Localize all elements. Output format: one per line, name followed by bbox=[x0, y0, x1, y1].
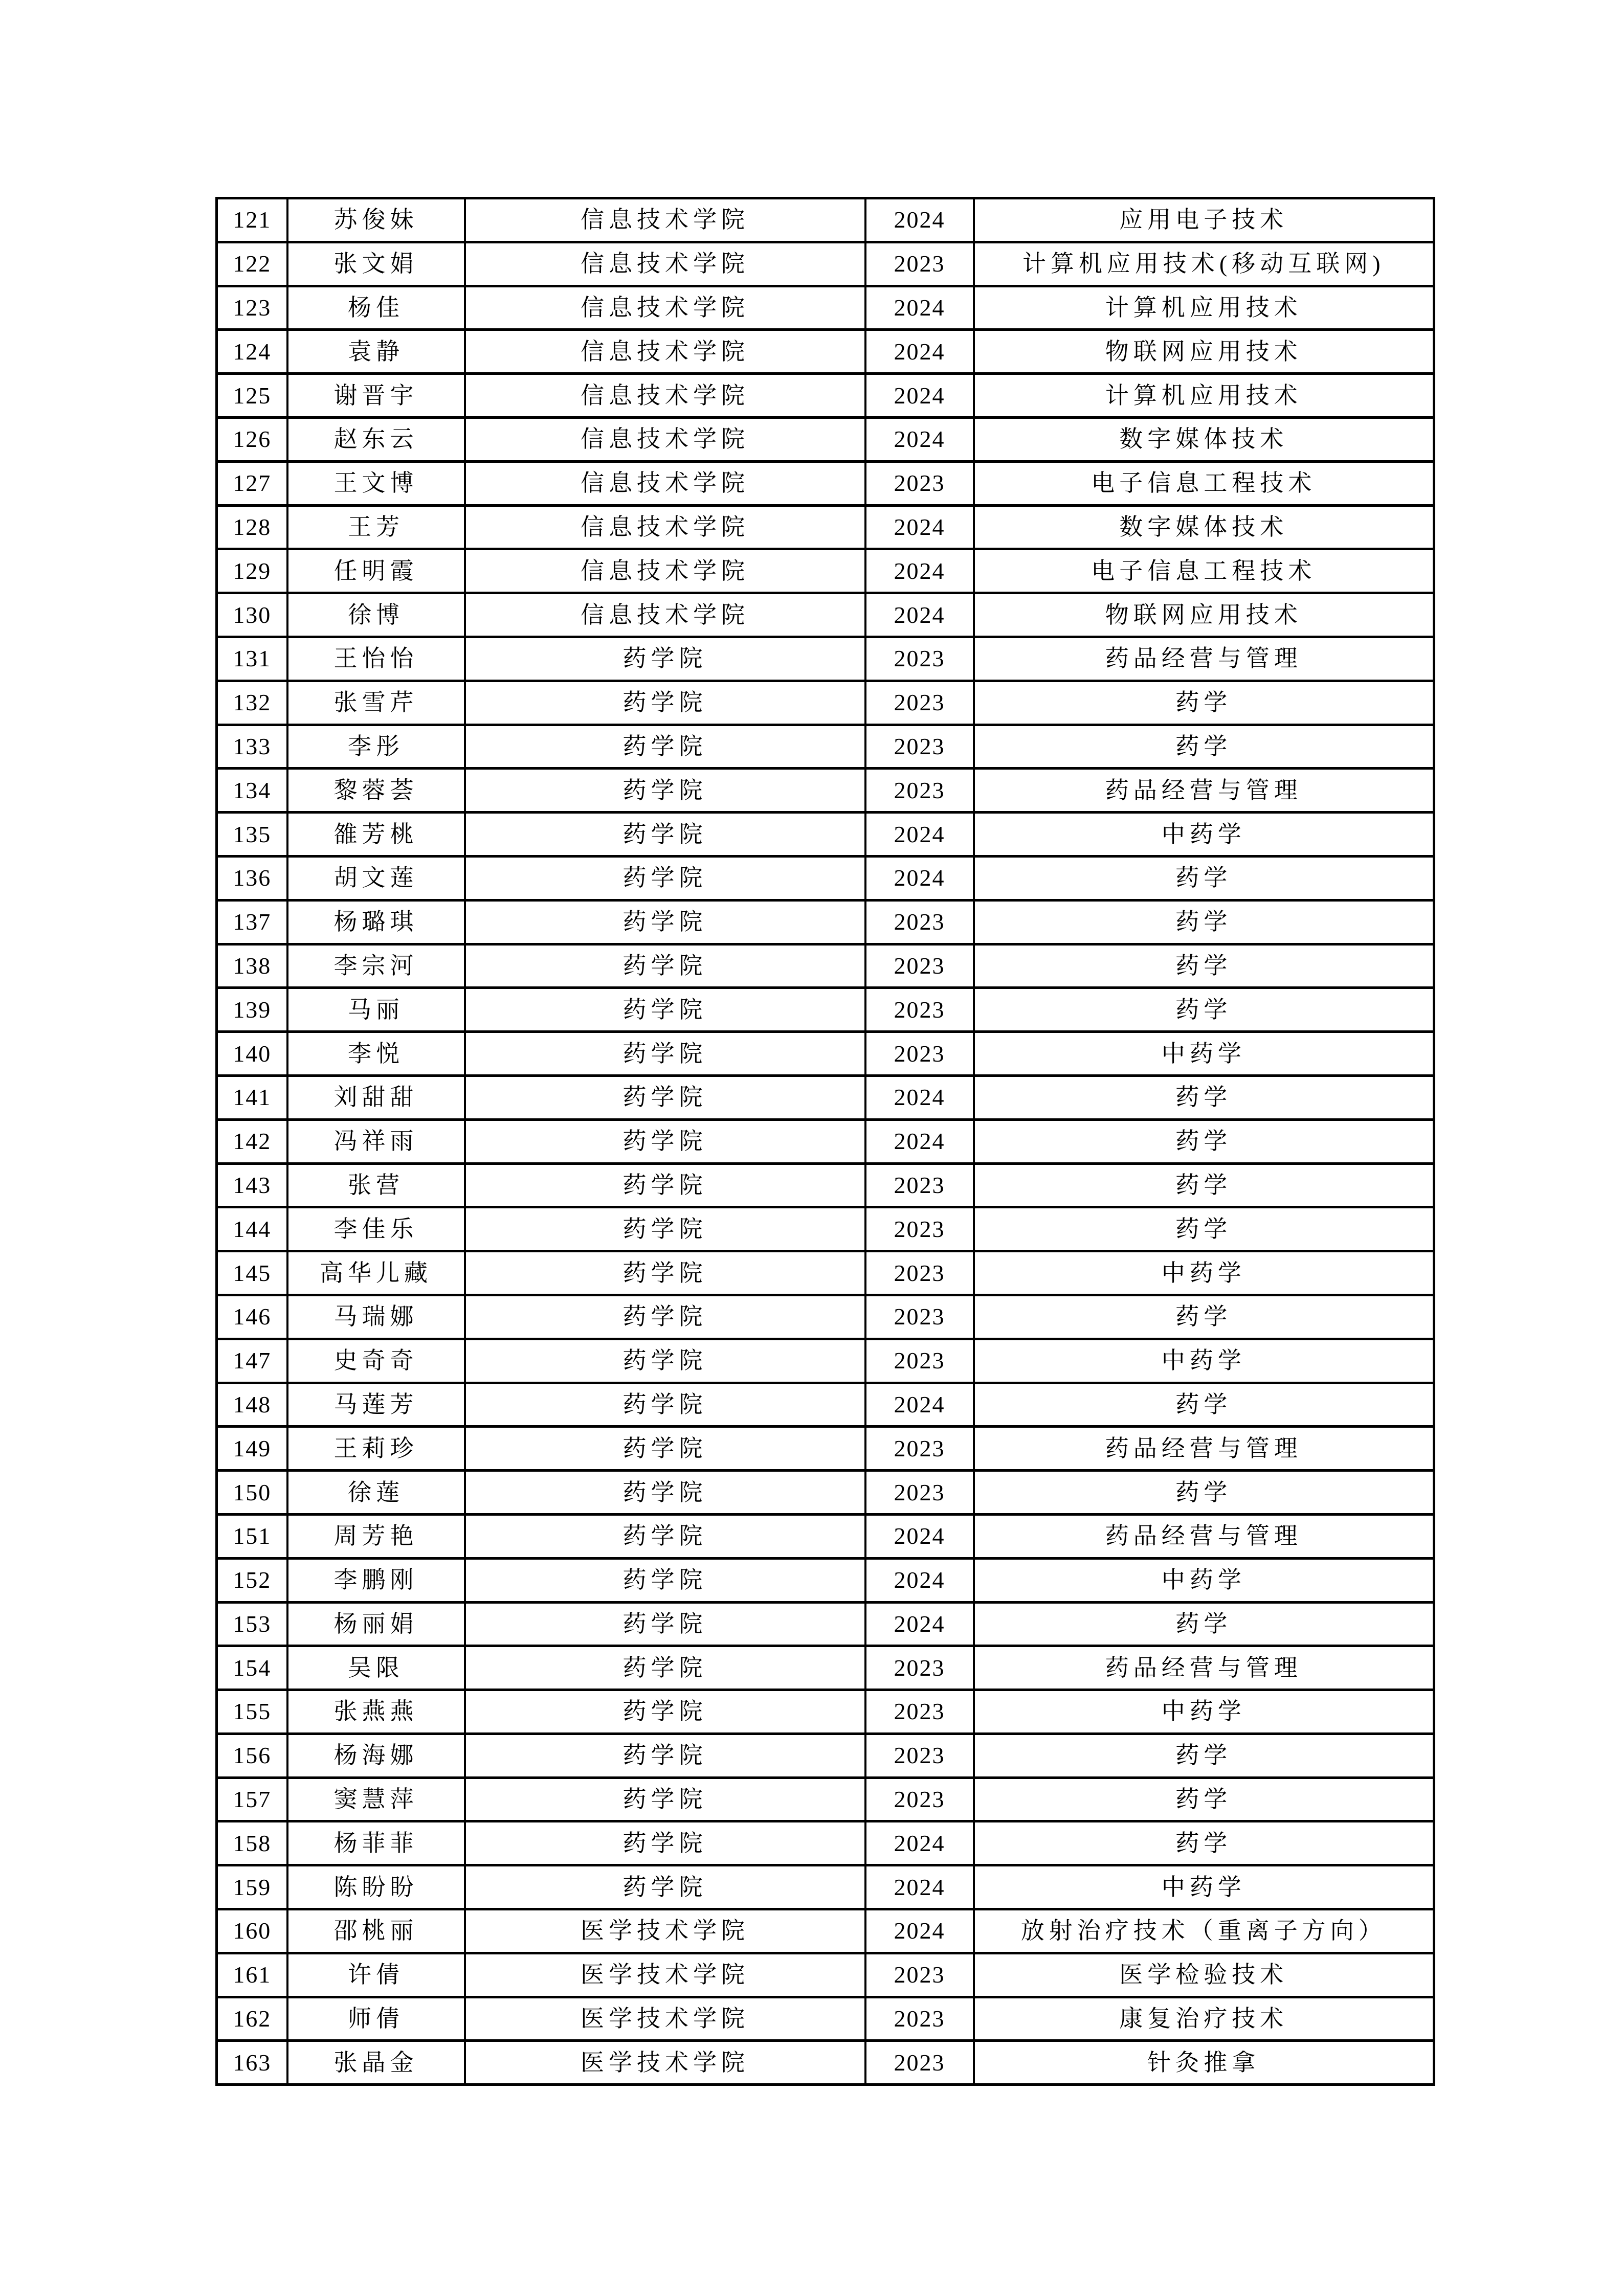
cell-major: 电子信息工程技术 bbox=[974, 461, 1434, 505]
cell-year: 2024 bbox=[865, 1119, 974, 1163]
cell-no: 135 bbox=[217, 813, 287, 857]
cell-college: 药学院 bbox=[465, 1646, 865, 1690]
table-row bbox=[217, 417, 1434, 461]
cell-no: 137 bbox=[217, 900, 287, 944]
table-row bbox=[217, 1163, 1434, 1207]
cell-college: 药学院 bbox=[465, 1602, 865, 1646]
cell-year: 2023 bbox=[865, 637, 974, 681]
cell-name: 杨璐琪 bbox=[287, 900, 465, 944]
table-row bbox=[217, 593, 1434, 637]
cell-no: 143 bbox=[217, 1163, 287, 1207]
cell-name: 袁静 bbox=[287, 330, 465, 374]
cell-name: 王莉珍 bbox=[287, 1427, 465, 1471]
cell-major: 药学 bbox=[974, 725, 1434, 769]
cell-major: 电子信息工程技术 bbox=[974, 549, 1434, 593]
cell-no: 161 bbox=[217, 1953, 287, 1997]
cell-major: 计算机应用技术 bbox=[974, 374, 1434, 418]
cell-college: 信息技术学院 bbox=[465, 242, 865, 286]
cell-year: 2023 bbox=[865, 1339, 974, 1383]
cell-year: 2024 bbox=[865, 1558, 974, 1602]
cell-no: 160 bbox=[217, 1909, 287, 1953]
cell-year: 2024 bbox=[865, 286, 974, 330]
cell-college: 药学院 bbox=[465, 1207, 865, 1251]
table-row bbox=[217, 549, 1434, 593]
cell-name: 张雪芹 bbox=[287, 681, 465, 725]
table-row bbox=[217, 330, 1434, 374]
cell-year: 2023 bbox=[865, 725, 974, 769]
cell-name: 赵东云 bbox=[287, 417, 465, 461]
cell-college: 药学院 bbox=[465, 1032, 865, 1076]
cell-major: 康复治疗技术 bbox=[974, 1997, 1434, 2041]
cell-major: 药学 bbox=[974, 900, 1434, 944]
table-row bbox=[217, 1602, 1434, 1646]
cell-no: 130 bbox=[217, 593, 287, 637]
cell-name: 徐莲 bbox=[287, 1471, 465, 1515]
roster-table-container bbox=[215, 197, 1435, 2086]
cell-college: 信息技术学院 bbox=[465, 461, 865, 505]
cell-college: 药学院 bbox=[465, 944, 865, 988]
cell-year: 2024 bbox=[865, 330, 974, 374]
table-row bbox=[217, 461, 1434, 505]
cell-name: 张文娟 bbox=[287, 242, 465, 286]
cell-college: 药学院 bbox=[465, 813, 865, 857]
cell-college: 信息技术学院 bbox=[465, 286, 865, 330]
table-row bbox=[217, 1777, 1434, 1821]
cell-college: 药学院 bbox=[465, 1251, 865, 1295]
table-row bbox=[217, 1997, 1434, 2041]
cell-year: 2023 bbox=[865, 1163, 974, 1207]
cell-college: 药学院 bbox=[465, 1339, 865, 1383]
cell-no: 158 bbox=[217, 1821, 287, 1865]
cell-no: 152 bbox=[217, 1558, 287, 1602]
cell-year: 2024 bbox=[865, 1514, 974, 1558]
cell-name: 李佳乐 bbox=[287, 1207, 465, 1251]
table-row bbox=[217, 900, 1434, 944]
cell-college: 医学技术学院 bbox=[465, 1997, 865, 2041]
cell-name: 李彤 bbox=[287, 725, 465, 769]
cell-college: 信息技术学院 bbox=[465, 198, 865, 242]
cell-year: 2023 bbox=[865, 1997, 974, 2041]
table-row bbox=[217, 1558, 1434, 1602]
cell-year: 2024 bbox=[865, 1909, 974, 1953]
cell-no: 141 bbox=[217, 1075, 287, 1119]
table-row bbox=[217, 1646, 1434, 1690]
cell-name: 任明霞 bbox=[287, 549, 465, 593]
cell-no: 136 bbox=[217, 856, 287, 900]
table-row bbox=[217, 1383, 1434, 1427]
cell-name: 吴限 bbox=[287, 1646, 465, 1690]
table-row bbox=[217, 1032, 1434, 1076]
cell-major: 药学 bbox=[974, 1295, 1434, 1339]
cell-no: 159 bbox=[217, 1865, 287, 1909]
cell-major: 中药学 bbox=[974, 813, 1434, 857]
cell-name: 马丽 bbox=[287, 988, 465, 1032]
cell-college: 药学院 bbox=[465, 1471, 865, 1515]
cell-name: 王怡怡 bbox=[287, 637, 465, 681]
cell-year: 2024 bbox=[865, 1383, 974, 1427]
cell-college: 药学院 bbox=[465, 1734, 865, 1777]
cell-name: 马莲芳 bbox=[287, 1383, 465, 1427]
cell-major: 物联网应用技术 bbox=[974, 593, 1434, 637]
table-row bbox=[217, 725, 1434, 769]
cell-year: 2023 bbox=[865, 1032, 974, 1076]
cell-no: 145 bbox=[217, 1251, 287, 1295]
table-row bbox=[217, 769, 1434, 813]
cell-no: 134 bbox=[217, 769, 287, 813]
table-row bbox=[217, 1690, 1434, 1734]
table-row bbox=[217, 374, 1434, 418]
cell-no: 163 bbox=[217, 2041, 287, 2085]
cell-major: 药学 bbox=[974, 1119, 1434, 1163]
cell-year: 2023 bbox=[865, 988, 974, 1032]
cell-major: 药学 bbox=[974, 1821, 1434, 1865]
cell-major: 药品经营与管理 bbox=[974, 769, 1434, 813]
cell-no: 147 bbox=[217, 1339, 287, 1383]
cell-major: 药品经营与管理 bbox=[974, 1514, 1434, 1558]
cell-college: 药学院 bbox=[465, 900, 865, 944]
cell-name: 王文博 bbox=[287, 461, 465, 505]
cell-year: 2023 bbox=[865, 1646, 974, 1690]
cell-major: 药学 bbox=[974, 1471, 1434, 1515]
cell-college: 药学院 bbox=[465, 681, 865, 725]
table-row bbox=[217, 286, 1434, 330]
cell-college: 医学技术学院 bbox=[465, 1953, 865, 1997]
cell-year: 2023 bbox=[865, 1427, 974, 1471]
table-row bbox=[217, 944, 1434, 988]
cell-college: 药学院 bbox=[465, 1514, 865, 1558]
cell-college: 药学院 bbox=[465, 1690, 865, 1734]
cell-year: 2024 bbox=[865, 374, 974, 418]
student-roster-body bbox=[217, 198, 1434, 2085]
cell-name: 徐博 bbox=[287, 593, 465, 637]
cell-year: 2023 bbox=[865, 1295, 974, 1339]
table-row bbox=[217, 1119, 1434, 1163]
table-row bbox=[217, 1075, 1434, 1119]
cell-year: 2023 bbox=[865, 1690, 974, 1734]
cell-no: 153 bbox=[217, 1602, 287, 1646]
cell-college: 信息技术学院 bbox=[465, 505, 865, 549]
cell-college: 药学院 bbox=[465, 1163, 865, 1207]
cell-college: 信息技术学院 bbox=[465, 330, 865, 374]
cell-no: 126 bbox=[217, 417, 287, 461]
cell-year: 2023 bbox=[865, 900, 974, 944]
cell-name: 王芳 bbox=[287, 505, 465, 549]
cell-major: 药学 bbox=[974, 1163, 1434, 1207]
cell-college: 信息技术学院 bbox=[465, 549, 865, 593]
cell-year: 2023 bbox=[865, 1777, 974, 1821]
cell-major: 中药学 bbox=[974, 1690, 1434, 1734]
table-row bbox=[217, 1865, 1434, 1909]
student-roster-table bbox=[215, 197, 1435, 2086]
cell-name: 高华儿藏 bbox=[287, 1251, 465, 1295]
cell-name: 杨佳 bbox=[287, 286, 465, 330]
cell-year: 2023 bbox=[865, 1953, 974, 1997]
cell-no: 125 bbox=[217, 374, 287, 418]
cell-no: 131 bbox=[217, 637, 287, 681]
cell-name: 邵桃丽 bbox=[287, 1909, 465, 1953]
cell-name: 李鹏刚 bbox=[287, 1558, 465, 1602]
table-row bbox=[217, 988, 1434, 1032]
cell-major: 中药学 bbox=[974, 1251, 1434, 1295]
table-row bbox=[217, 856, 1434, 900]
cell-major: 药学 bbox=[974, 1602, 1434, 1646]
cell-name: 师倩 bbox=[287, 1997, 465, 2041]
table-row bbox=[217, 1295, 1434, 1339]
table-row bbox=[217, 1734, 1434, 1777]
cell-college: 药学院 bbox=[465, 1865, 865, 1909]
cell-college: 药学院 bbox=[465, 769, 865, 813]
cell-college: 药学院 bbox=[465, 1383, 865, 1427]
cell-year: 2024 bbox=[865, 593, 974, 637]
cell-name: 雒芳桃 bbox=[287, 813, 465, 857]
cell-no: 156 bbox=[217, 1734, 287, 1777]
cell-name: 黎蓉荟 bbox=[287, 769, 465, 813]
cell-year: 2023 bbox=[865, 769, 974, 813]
cell-college: 药学院 bbox=[465, 988, 865, 1032]
table-row bbox=[217, 198, 1434, 242]
table-row bbox=[217, 637, 1434, 681]
cell-year: 2023 bbox=[865, 944, 974, 988]
cell-year: 2023 bbox=[865, 1471, 974, 1515]
cell-major: 物联网应用技术 bbox=[974, 330, 1434, 374]
cell-major: 药学 bbox=[974, 1075, 1434, 1119]
cell-major: 医学检验技术 bbox=[974, 1953, 1434, 1997]
table-row bbox=[217, 681, 1434, 725]
cell-no: 150 bbox=[217, 1471, 287, 1515]
cell-major: 应用电子技术 bbox=[974, 198, 1434, 242]
cell-no: 133 bbox=[217, 725, 287, 769]
cell-major: 数字媒体技术 bbox=[974, 505, 1434, 549]
table-row bbox=[217, 1427, 1434, 1471]
cell-no: 122 bbox=[217, 242, 287, 286]
table-row bbox=[217, 1909, 1434, 1953]
table-row bbox=[217, 1207, 1434, 1251]
cell-name: 许倩 bbox=[287, 1953, 465, 1997]
cell-name: 杨海娜 bbox=[287, 1734, 465, 1777]
table-row bbox=[217, 1953, 1434, 1997]
cell-year: 2024 bbox=[865, 1602, 974, 1646]
cell-major: 药学 bbox=[974, 1383, 1434, 1427]
cell-name: 张晶金 bbox=[287, 2041, 465, 2085]
table-row bbox=[217, 1251, 1434, 1295]
cell-no: 155 bbox=[217, 1690, 287, 1734]
cell-no: 162 bbox=[217, 1997, 287, 2041]
cell-year: 2023 bbox=[865, 2041, 974, 2085]
cell-no: 142 bbox=[217, 1119, 287, 1163]
cell-college: 信息技术学院 bbox=[465, 417, 865, 461]
cell-major: 药品经营与管理 bbox=[974, 637, 1434, 681]
cell-major: 数字媒体技术 bbox=[974, 417, 1434, 461]
cell-college: 药学院 bbox=[465, 1821, 865, 1865]
cell-college: 信息技术学院 bbox=[465, 374, 865, 418]
cell-major: 中药学 bbox=[974, 1339, 1434, 1383]
cell-name: 冯祥雨 bbox=[287, 1119, 465, 1163]
cell-year: 2023 bbox=[865, 1734, 974, 1777]
cell-college: 药学院 bbox=[465, 1427, 865, 1471]
cell-college: 药学院 bbox=[465, 637, 865, 681]
cell-no: 121 bbox=[217, 198, 287, 242]
cell-name: 刘甜甜 bbox=[287, 1075, 465, 1119]
cell-no: 157 bbox=[217, 1777, 287, 1821]
cell-college: 药学院 bbox=[465, 1777, 865, 1821]
cell-no: 144 bbox=[217, 1207, 287, 1251]
cell-major: 药学 bbox=[974, 1777, 1434, 1821]
cell-major: 中药学 bbox=[974, 1865, 1434, 1909]
cell-major: 药品经营与管理 bbox=[974, 1427, 1434, 1471]
table-row bbox=[217, 242, 1434, 286]
cell-no: 138 bbox=[217, 944, 287, 988]
cell-name: 周芳艳 bbox=[287, 1514, 465, 1558]
table-row bbox=[217, 2041, 1434, 2085]
cell-college: 药学院 bbox=[465, 1075, 865, 1119]
cell-name: 陈盼盼 bbox=[287, 1865, 465, 1909]
cell-name: 李悦 bbox=[287, 1032, 465, 1076]
table-row bbox=[217, 1471, 1434, 1515]
cell-no: 128 bbox=[217, 505, 287, 549]
table-row bbox=[217, 1821, 1434, 1865]
cell-name: 杨丽娟 bbox=[287, 1602, 465, 1646]
cell-no: 151 bbox=[217, 1514, 287, 1558]
cell-major: 计算机应用技术(移动互联网) bbox=[974, 242, 1434, 286]
cell-no: 149 bbox=[217, 1427, 287, 1471]
cell-no: 154 bbox=[217, 1646, 287, 1690]
cell-no: 124 bbox=[217, 330, 287, 374]
cell-college: 药学院 bbox=[465, 1558, 865, 1602]
cell-name: 窦慧萍 bbox=[287, 1777, 465, 1821]
cell-year: 2023 bbox=[865, 242, 974, 286]
cell-major: 药品经营与管理 bbox=[974, 1646, 1434, 1690]
cell-major: 计算机应用技术 bbox=[974, 286, 1434, 330]
cell-no: 140 bbox=[217, 1032, 287, 1076]
cell-no: 148 bbox=[217, 1383, 287, 1427]
cell-name: 杨菲菲 bbox=[287, 1821, 465, 1865]
cell-year: 2024 bbox=[865, 505, 974, 549]
cell-major: 药学 bbox=[974, 988, 1434, 1032]
cell-college: 医学技术学院 bbox=[465, 1909, 865, 1953]
cell-college: 药学院 bbox=[465, 1119, 865, 1163]
cell-year: 2024 bbox=[865, 198, 974, 242]
cell-major: 药学 bbox=[974, 1207, 1434, 1251]
cell-major: 药学 bbox=[974, 856, 1434, 900]
cell-no: 129 bbox=[217, 549, 287, 593]
cell-name: 胡文莲 bbox=[287, 856, 465, 900]
cell-no: 132 bbox=[217, 681, 287, 725]
cell-name: 李宗河 bbox=[287, 944, 465, 988]
table-row bbox=[217, 1339, 1434, 1383]
cell-year: 2023 bbox=[865, 1207, 974, 1251]
cell-year: 2024 bbox=[865, 1865, 974, 1909]
cell-college: 信息技术学院 bbox=[465, 593, 865, 637]
cell-no: 123 bbox=[217, 286, 287, 330]
cell-major: 药学 bbox=[974, 944, 1434, 988]
cell-major: 药学 bbox=[974, 681, 1434, 725]
cell-year: 2024 bbox=[865, 549, 974, 593]
table-row bbox=[217, 505, 1434, 549]
cell-year: 2023 bbox=[865, 681, 974, 725]
cell-year: 2023 bbox=[865, 1251, 974, 1295]
cell-no: 146 bbox=[217, 1295, 287, 1339]
cell-name: 张营 bbox=[287, 1163, 465, 1207]
cell-college: 医学技术学院 bbox=[465, 2041, 865, 2085]
cell-major: 针灸推拿 bbox=[974, 2041, 1434, 2085]
table-row bbox=[217, 813, 1434, 857]
cell-year: 2024 bbox=[865, 1821, 974, 1865]
cell-year: 2023 bbox=[865, 461, 974, 505]
cell-college: 药学院 bbox=[465, 856, 865, 900]
cell-no: 139 bbox=[217, 988, 287, 1032]
cell-name: 张燕燕 bbox=[287, 1690, 465, 1734]
table-row bbox=[217, 1514, 1434, 1558]
cell-college: 药学院 bbox=[465, 1295, 865, 1339]
cell-no: 127 bbox=[217, 461, 287, 505]
cell-major: 中药学 bbox=[974, 1558, 1434, 1602]
cell-year: 2024 bbox=[865, 856, 974, 900]
cell-name: 马瑞娜 bbox=[287, 1295, 465, 1339]
cell-name: 史奇奇 bbox=[287, 1339, 465, 1383]
cell-major: 放射治疗技术（重离子方向） bbox=[974, 1909, 1434, 1953]
cell-name: 苏俊妹 bbox=[287, 198, 465, 242]
cell-year: 2024 bbox=[865, 1075, 974, 1119]
cell-name: 谢晋宇 bbox=[287, 374, 465, 418]
cell-major: 中药学 bbox=[974, 1032, 1434, 1076]
cell-year: 2024 bbox=[865, 813, 974, 857]
cell-college: 药学院 bbox=[465, 725, 865, 769]
cell-major: 药学 bbox=[974, 1734, 1434, 1777]
cell-year: 2024 bbox=[865, 417, 974, 461]
